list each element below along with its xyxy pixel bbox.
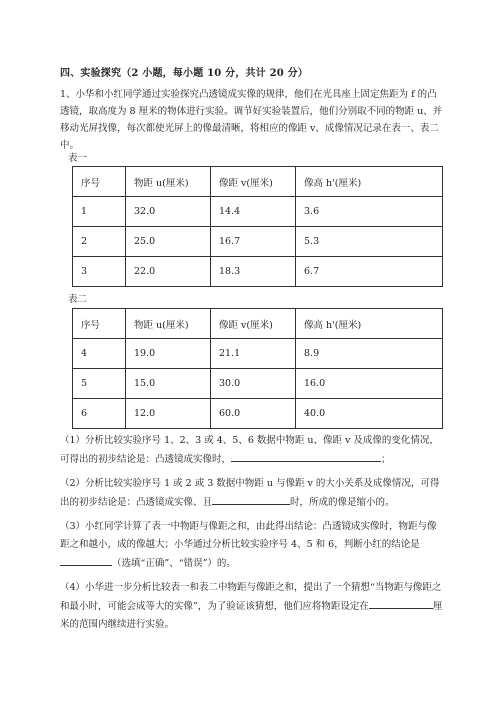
question-2 xyxy=(60,475,445,512)
table-header-cell: 像距 v(厘米) xyxy=(211,309,296,339)
question-2-end: 时，所成的像是缩小的。 xyxy=(290,497,395,508)
table-row xyxy=(73,339,443,369)
answer-blank-1[interactable] xyxy=(231,450,381,462)
table-cell: 14.4 xyxy=(211,197,296,227)
question-3-text: （3）小红同学计算了表一中物距与像距之和，由此得出结论：凸透镜成实像时，物距与像距之和越小，成的像越大；小华通过分析比较实验序号 4、5 和 6，判断小红的结论是 xyxy=(60,521,437,550)
table-cell: 25.0 xyxy=(126,227,211,257)
table-header-cell: 序号 xyxy=(73,309,126,339)
table-header-row xyxy=(73,167,443,197)
question-1-end: ； xyxy=(381,454,391,465)
table-cell: 12.0 xyxy=(126,399,211,429)
table-cell: 32.0 xyxy=(126,197,211,227)
table-cell: 18.3 xyxy=(211,257,296,287)
table1-caption: 表一 xyxy=(68,153,88,164)
table-cell: 21.1 xyxy=(211,339,296,369)
table-cell: 2 xyxy=(73,227,126,257)
question-4-end: 厘米的范围内继续进行实验。 xyxy=(60,601,443,630)
question-1 xyxy=(60,432,445,469)
question-2-text: （2）分析比较实验序号 1 或 2 或 3 数据中物距 u 与像距 v 的大小关系及成像情况，可得出的初步结论是：凸透镜成实像、且 xyxy=(60,478,440,508)
table-cell: 22.0 xyxy=(126,257,211,287)
table-cell: 6 xyxy=(73,399,126,429)
section-title: 四、实验探究（2 小题，每小题 10 分，共计 20 分） xyxy=(60,68,308,79)
table-header-cell: 像距 v(厘米) xyxy=(211,167,296,197)
table-header-cell: 像高 h'(厘米) xyxy=(296,309,443,339)
table-cell: 40.0 xyxy=(296,399,443,429)
question-3-end: （选填“正确”、“错误”）的。 xyxy=(112,558,236,569)
table-cell: 3.6 xyxy=(296,197,443,227)
table-row xyxy=(73,197,443,227)
table2-caption: 表二 xyxy=(68,294,88,305)
table-cell: 1 xyxy=(73,197,126,227)
table-cell: 3 xyxy=(73,257,126,287)
table-row xyxy=(73,257,443,287)
question-4-text: （4）小华进一步分析比较表一和表二中物距与像距之和，提出了一个猜想“当物距与像距之和最小时，可能会成等大的实像”，为了验证该猜想，他们应将物距设定在 xyxy=(60,582,442,612)
question-4 xyxy=(60,579,445,634)
question-1-text: （1）分析比较实验序号 1、2、3 或 4、5、6 数据中物距 u、像距 v 及成像的变化情况，可得出的初步结论是：凸透镜成实像时， xyxy=(60,435,439,465)
table-header-row xyxy=(73,309,443,339)
table-row xyxy=(73,369,443,399)
answer-blank-3[interactable] xyxy=(60,554,112,566)
table-header-cell: 像高 h'(厘米) xyxy=(296,167,443,197)
table-cell: 19.0 xyxy=(126,339,211,369)
table-cell: 5.3 xyxy=(296,227,443,257)
table-cell: 15.0 xyxy=(126,369,211,399)
question-3 xyxy=(60,518,445,573)
table-cell: 60.0 xyxy=(211,399,296,429)
table-cell: 6.7 xyxy=(296,257,443,287)
answer-blank-4[interactable] xyxy=(369,597,433,609)
answer-blank-2[interactable] xyxy=(212,493,290,505)
table-header-cell: 序号 xyxy=(73,167,126,197)
table-header-cell: 物距 u(厘米) xyxy=(126,167,211,197)
table-cell: 4 xyxy=(73,339,126,369)
problem-text: 1、小华和小红同学通过实验探究凸透镜成实像的规律，他们在光具座上固定焦距为 f 的凸透镜，取高度为 8 厘米的物体进行实验。调节好实验装置后，他们分别取不同的物距 u、并移动光屏找像，每次都使光屏上的像最清晰，将相应的像距 v、成像情况记录在表一、表二中。 xyxy=(60,89,443,151)
table-row xyxy=(73,227,443,257)
table-cell: 30.0 xyxy=(211,369,296,399)
table2 xyxy=(72,308,443,429)
table-cell: 16.7 xyxy=(211,227,296,257)
table-row xyxy=(73,399,443,429)
table1 xyxy=(72,166,443,287)
table-cell: 5 xyxy=(73,369,126,399)
table-cell: 8.9 xyxy=(296,339,443,369)
table-cell: 16.0 xyxy=(296,369,443,399)
table-header-cell: 物距 u(厘米) xyxy=(126,309,211,339)
